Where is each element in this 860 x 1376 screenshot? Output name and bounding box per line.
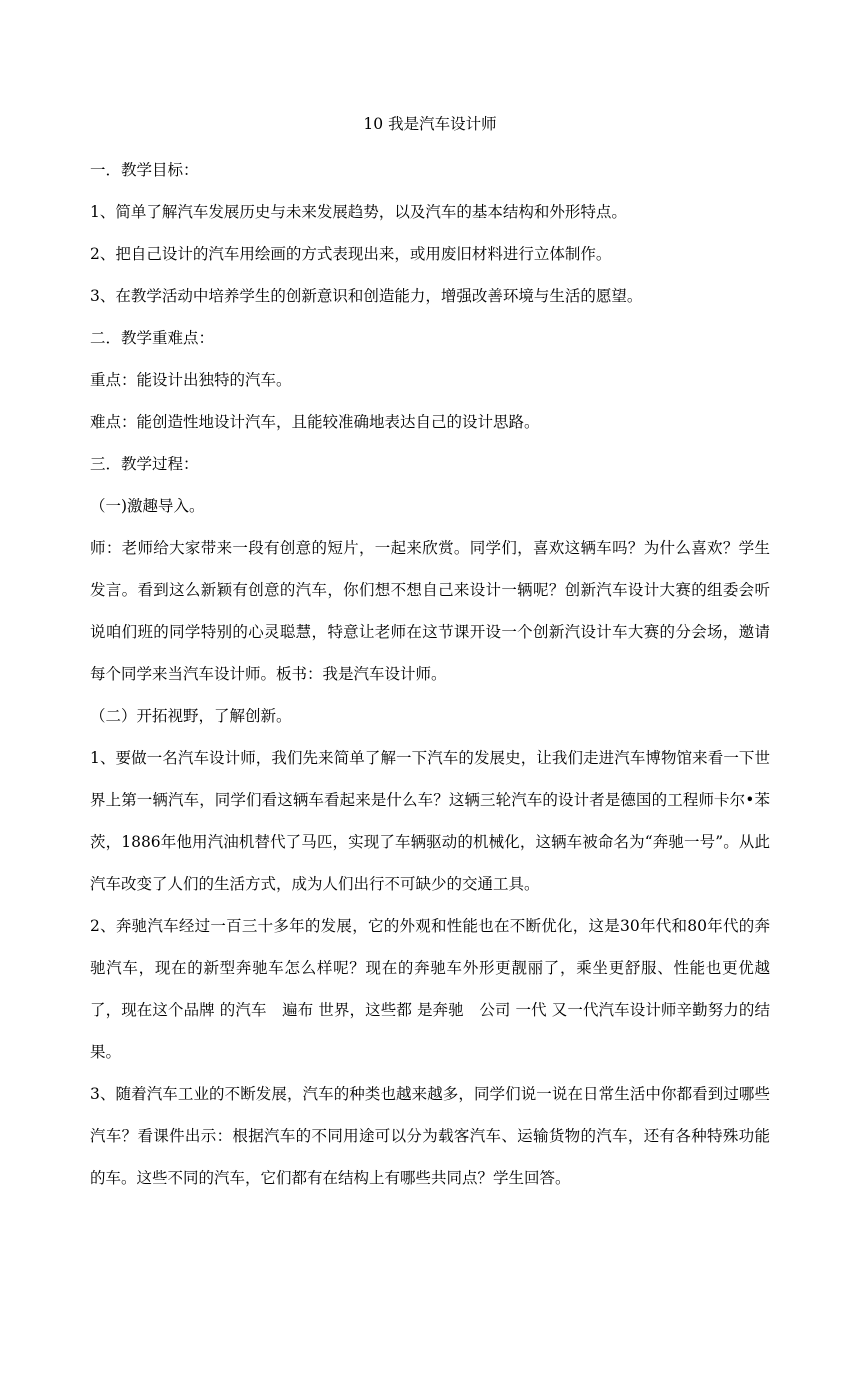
document-body <box>90 149 770 1199</box>
difficult-point: 难点：能创造性地设计汽车，且能较准确地表达自己的设计思路。 <box>90 413 540 431</box>
body-paragraph: 2、奔驰汽车经过一百三十多年的发展，它的外观和性能也在不断优化，这是30年代和80年代的奔驰汽车，现在的新型奔驰车怎么样呢？现在的奔驰车外形更靓丽了，乘坐更舒服、性能也更优越了，现在这个品牌 的汽车 遍布 世界，这些都 是奔驰 公司 一代 又一代汽车设计师辛勤努力的结果。 <box>90 917 770 1061</box>
subsection-heading-intro: （一)激趣导入。 <box>90 497 205 515</box>
document-title: 10 我是汽车设计师 <box>363 115 497 133</box>
subsection-heading-explore: （二）开拓视野，了解创新。 <box>90 707 292 725</box>
section-heading-key-points: 二．教学重难点： <box>90 329 215 347</box>
objective-item: 2、把自己设计的汽车用绘画的方式表现出来，或用废旧材料进行立体制作。 <box>90 245 612 263</box>
objective-item: 3、在教学活动中培养学生的创新意识和创造能力，增强改善环境与生活的愿望。 <box>90 287 643 305</box>
section-heading-objectives: 一．教学目标： <box>90 161 199 179</box>
body-paragraph: 师：老师给大家带来一段有创意的短片，一起来欣赏。同学们，喜欢这辆车吗？为什么喜欢？学生发言。看到这么新颖有创意的汽车，你们想不想自己来设计一辆呢？创新汽车设计大赛的组委会听说咱们班的同学特别的心灵聪慧，特意让老师在这节课开设一个创新汽设计车大赛的分会场，邀请每个同学来当汽车设计师。板书：我是汽车设计师。 <box>90 539 770 683</box>
body-paragraph: 1、要做一名汽车设计师，我们先来简单了解一下汽车的发展史，让我们走进汽车博物馆来看一下世界上第一辆汽车，同学们看这辆车看起来是什么车？这辆三轮汽车的设计者是德国的工程师卡尔•苯茨，1886年他用汽油机替代了马匹，实现了车辆驱动的机械化，这辆车被命名为“奔驰一号”。从此汽车改变了人们的生活方式，成为人们出行不可缺少的交通工具。 <box>90 749 770 893</box>
body-paragraph: 3、随着汽车工业的不断发展，汽车的种类也越来越多，同学们说一说在日常生活中你都看到过哪些汽车？看课件出示：根据汽车的不同用途可以分为载客汽车、运输货物的汽车，还有各种特殊功能的车。这些不同的汽车，它们都有在结构上有哪些共同点？学生回答。 <box>90 1085 770 1187</box>
objective-item: 1、简单了解汽车发展历史与未来发展趋势，以及汽车的基本结构和外形特点。 <box>90 203 627 221</box>
section-heading-process: 三．教学过程： <box>90 455 199 473</box>
key-point: 重点：能设计出独特的汽车。 <box>90 371 292 389</box>
